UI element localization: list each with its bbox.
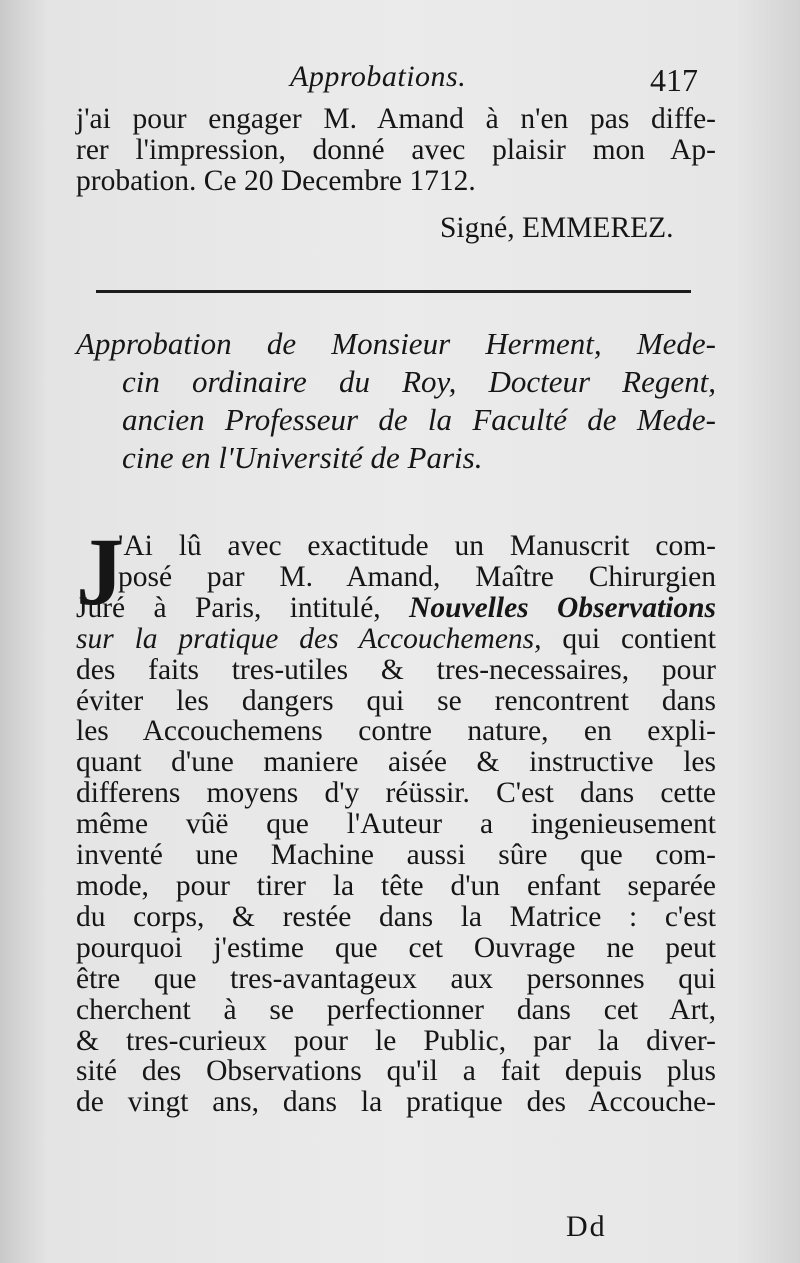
- text-line: du corps, & restée dans la Matrice : c'est: [76, 900, 716, 933]
- text-line: [76, 593, 716, 624]
- text-line: posé par M. Amand, Maître Chirurgien: [118, 560, 716, 593]
- running-head: Approbations.: [290, 60, 467, 93]
- book-title-part: sur la pratique des Accouchemens,: [76, 622, 542, 655]
- heading-line: cine en l'Université de Paris.: [122, 440, 483, 475]
- text-line: mode, pour tirer la tête d'un enfant separée: [76, 869, 716, 902]
- text-line: differens moyens d'y réüssir. C'est dans cette: [76, 777, 716, 810]
- approbation-heading: [76, 325, 716, 477]
- previous-approbation-text: [76, 104, 716, 196]
- text-line: cherchent à se perfectionner dans cet Art,: [76, 993, 716, 1026]
- text-line: 'Ai lû avec exactitude un Manuscrit com-: [118, 530, 716, 562]
- text-line: inventé une Machine aussi sûre que com-: [76, 839, 716, 872]
- heading-line: ancien Professeur de la Faculté de Mede-: [122, 402, 716, 437]
- text-line: des faits tres-utiles & tres-necessaires, pour: [76, 653, 716, 686]
- text-line: de vingt ans, dans la pratique des Accouche-: [76, 1086, 716, 1119]
- book-title-part: Nouvelles Observations: [409, 591, 716, 624]
- heading-line: Approbation de Monsieur Herment, Mede-: [76, 326, 716, 361]
- text-line: sité des Observations qu'il a fait depuis plus: [76, 1055, 716, 1088]
- text-line: éviter les dangers qui se rencontrent dans: [76, 684, 716, 717]
- text-line: même vûë que l'Auteur a ingenieusement: [76, 808, 716, 841]
- page-number: 417: [650, 62, 698, 98]
- section-divider-rule: [96, 290, 691, 293]
- signature-line: Signé, EMMEREZ.: [440, 212, 674, 244]
- heading-line: cin ordinaire du Roy, Docteur Regent,: [122, 364, 716, 399]
- text-run: qui contient: [541, 622, 716, 655]
- text-line: probation. Ce 20 Decembre 1712.: [76, 164, 476, 197]
- text-line: rer l'impression, donné avec plaisir mon Ap-: [76, 133, 716, 166]
- approbation-body: [76, 531, 716, 1118]
- text-line: pourquoi j'estime que cet Ouvrage ne peut: [76, 931, 716, 964]
- text-line: être que tres-avantageux aux personnes qui: [76, 962, 716, 995]
- text-line: j'ai pour engager M. Amand à n'en pas diffe-: [76, 103, 716, 135]
- text-line: les Accouchemens contre nature, en expli-: [76, 715, 716, 748]
- text-line: quant d'une maniere aisée & instructive les: [76, 746, 716, 779]
- catchword: Dd: [566, 1210, 607, 1243]
- text-line: & tres-curieux pour le Public, par la diver-: [76, 1024, 716, 1057]
- text-line: [76, 624, 716, 655]
- drop-cap: J: [76, 518, 124, 625]
- text-run: Juré à Paris, intitulé,: [76, 591, 410, 624]
